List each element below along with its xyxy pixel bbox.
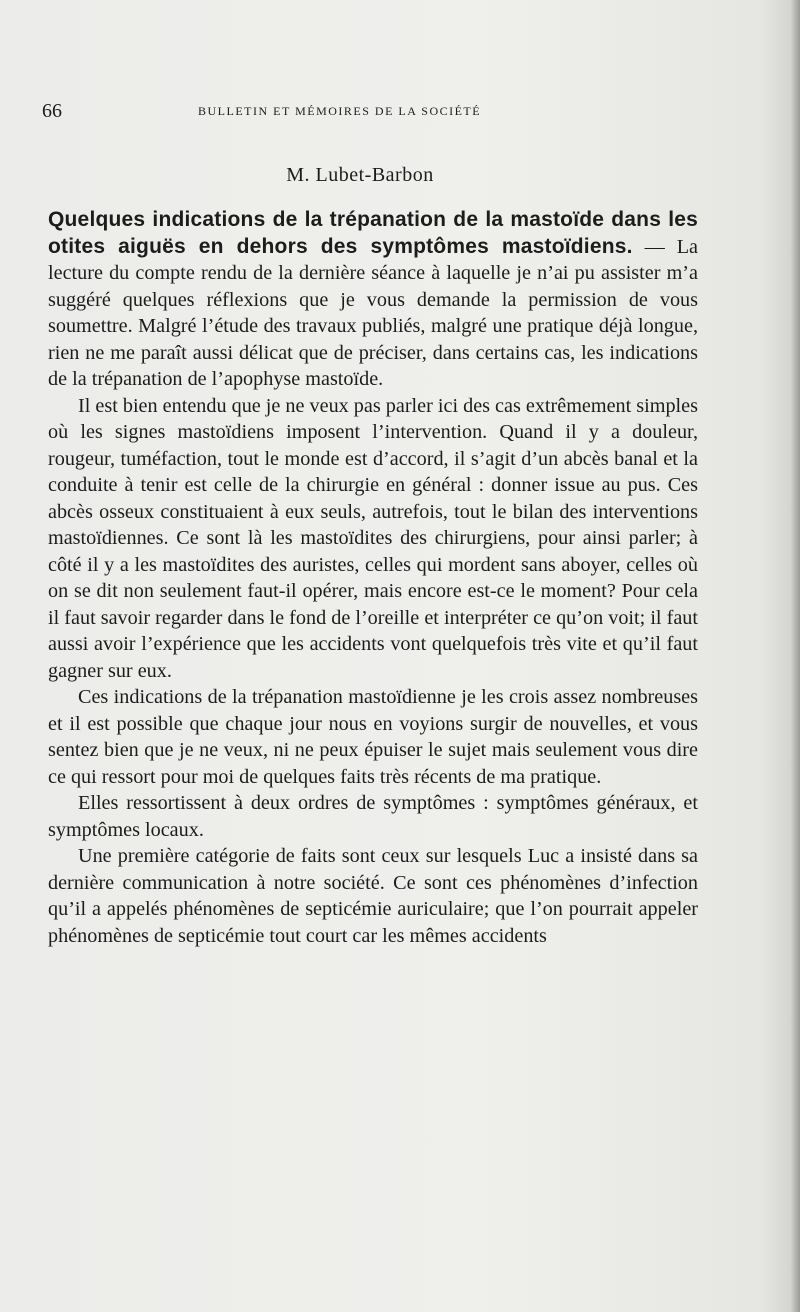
article-body	[48, 207, 698, 949]
author-name: M. Lubet-Barbon	[286, 164, 434, 186]
first-paragraph	[48, 207, 698, 393]
running-head: BULLETIN ET MÉMOIRES DE LA SOCIÉTÉ	[198, 104, 482, 118]
paragraph: Ces indications de la trépanation mastoïdienne je les crois assez nombreuses et il est possible que chaque jour nous en voyions surgir de nouvelles, et vous sentez bien que je ne veux, ni ne peux épuiser le sujet mais seulement vous dire ce qui ressort pour moi de quelques faits très récents de ma pratique.	[48, 686, 698, 788]
article-title: Quelques indications de la trépanation de la mastoïde dans les otites aiguës en dehors des symptômes mastoïdiens.	[48, 208, 698, 258]
paragraph: Il est bien entendu que je ne veux pas parler ici des cas extrêmement simples où les signes mastoïdiens imposent l’intervention. Quand il y a douleur, rougeur, tuméfaction, tout le monde est d’accord, il s’agit d’un abcès banal et la conduite à tenir est celle de la chirurgie en général : donner issue au pus. Ces abcès osseux constituaient à eux seuls, autrefois, tout le bilan des interventions mastoïdiennes. Ce sont là les mastoïdites des chirurgiens, pour ainsi parler; à côté il y a les mastoïdites des auristes, celles qui mordent sans aboyer, celles où on se dit non seulement faut-il opérer, mais encore est-ce le moment? Pour cela il faut savoir regarder dans le fond de l’oreille et interpréter ce qu’on voit; il faut aussi avoir l’expérience que les accidents vont quelquefois très vite et qu’il faut gagner sur eux.	[48, 394, 698, 682]
page-spine-shadow	[790, 0, 800, 1312]
page-header	[40, 100, 700, 126]
page-number: 66	[42, 100, 62, 122]
paragraph: Une première catégorie de faits sont ceux sur lesquels Luc a insisté dans sa dernière communication à notre société. Ce sont ces phénomènes d’infection qu’il a appelés phénomènes de septicémie auriculaire; que l’on pourrait appeler phénomènes de septicémie tout court car les mêmes accidents	[48, 845, 698, 947]
intro-text: — La lecture du compte rendu de la dernière séance à laquelle je n’ai pu assister m’a suggéré quelques réflexions que je vous demande la permission de vous soumettre. Malgré l’étude des travaux publiés, malgré une pratique déjà longue, rien ne me paraît aussi délicat que de préciser, dans certains cas, les indications de la trépanation de l’apophyse mastoïde.	[48, 235, 699, 390]
paragraph: Elles ressortissent à deux ordres de symptômes : symptômes généraux, et symptômes locaux.	[48, 792, 698, 841]
